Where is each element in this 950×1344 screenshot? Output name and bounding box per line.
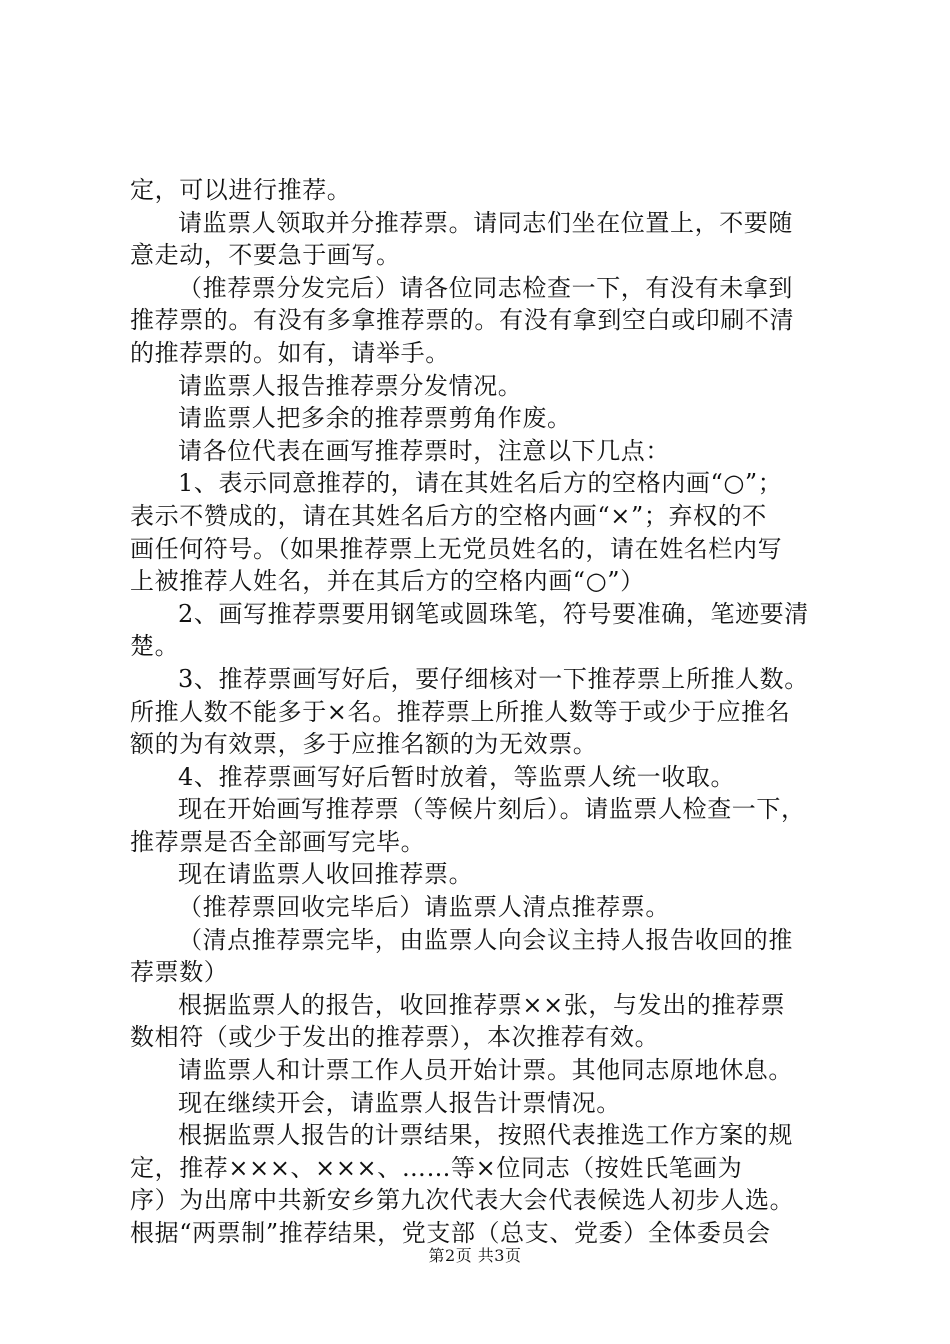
text-line: 推荐票的。有没有多拿推荐票的。有没有拿到空白或印刷不清 [130,306,795,335]
text-line: 额的为有效票，多于应推名额的为无效票。 [130,730,598,759]
text-line: 2、画写推荐票要用钢笔或圆珠笔，符号要准确，笔迹要清 [178,599,809,628]
document-body [130,174,830,1250]
text-line: 所推人数不能多于×名。推荐票上所推人数等于或少于应推名 [130,697,791,726]
text-line: 画任何符号。（如果推荐票上无党员姓名的，请在姓名栏内写 [130,534,783,563]
text-line: （推荐票分发完后）请各位同志检查一下，有没有未拿到 [178,273,793,302]
text-line: 根据监票人的报告，收回推荐票××张，与发出的推荐票 [178,990,786,1019]
text-line: （推荐票回收完毕后）请监票人清点推荐票。 [178,893,670,922]
text-line: 数相符（或少于发出的推荐票），本次推荐有效。 [130,1023,660,1052]
text-line: 上被推荐人姓名，并在其后方的空格内画“○”） [130,567,645,596]
text-line: 根据“两票制”推荐结果，党支部（总支、党委）全体委员会 [130,1219,771,1247]
text-line: 现在请监票人收回推荐票。 [178,860,474,889]
text-line: （清点推荐票完毕，由监票人向会议主持人报告收回的推 [178,925,793,954]
text-line: 1、表示同意推荐的，请在其姓名后方的空格内画“○”； [178,469,783,498]
text-line: 现在开始画写推荐票（等候片刻后）。请监票人检查一下， [178,795,806,824]
text-line: 根据监票人报告的计票结果，按照代表推选工作方案的规 [178,1121,793,1150]
text-line: 定，可以进行推荐。 [130,176,352,204]
text-line: 现在继续开会，请监票人报告计票情况。 [178,1088,621,1117]
text-line: 表示不赞成的，请在其姓名后方的空格内画“×”；弃权的不 [130,501,767,530]
text-line: 请监票人和计票工作人员开始计票。其他同志原地休息。 [178,1056,793,1085]
text-line: 意走动，不要急于画写。 [130,241,401,270]
text-line: 的推荐票的。如有，请举手。 [130,338,450,367]
text-line: 3、推荐票画写好后，要仔细核对一下推荐票上所推人数。 [178,664,809,693]
text-line: 请监票人报告推荐票分发情况。 [178,371,523,400]
text-line: 推荐票是否全部画写完毕。 [130,827,426,856]
page-footer: 第2页 共3页 [428,1246,522,1265]
text-line: 序）为出席中共新安乡第九次代表大会代表候选人初步人选。 [130,1186,795,1215]
text-line: 请监票人把多余的推荐票剪角作废。 [178,404,572,433]
text-line: 请各位代表在画写推荐票时，注意以下几点： [178,436,670,465]
text-line: 荐票数） [130,958,229,987]
text-line: 请监票人领取并分推荐票。请同志们坐在位置上，不要随 [178,208,793,237]
text-line: 楚。 [130,632,180,661]
text-line: 4、推荐票画写好后暂时放着，等监票人统一收取。 [178,762,736,791]
text-line: 定，推荐×××、×××、……等×位同志（按姓氏笔画为 [130,1153,743,1182]
